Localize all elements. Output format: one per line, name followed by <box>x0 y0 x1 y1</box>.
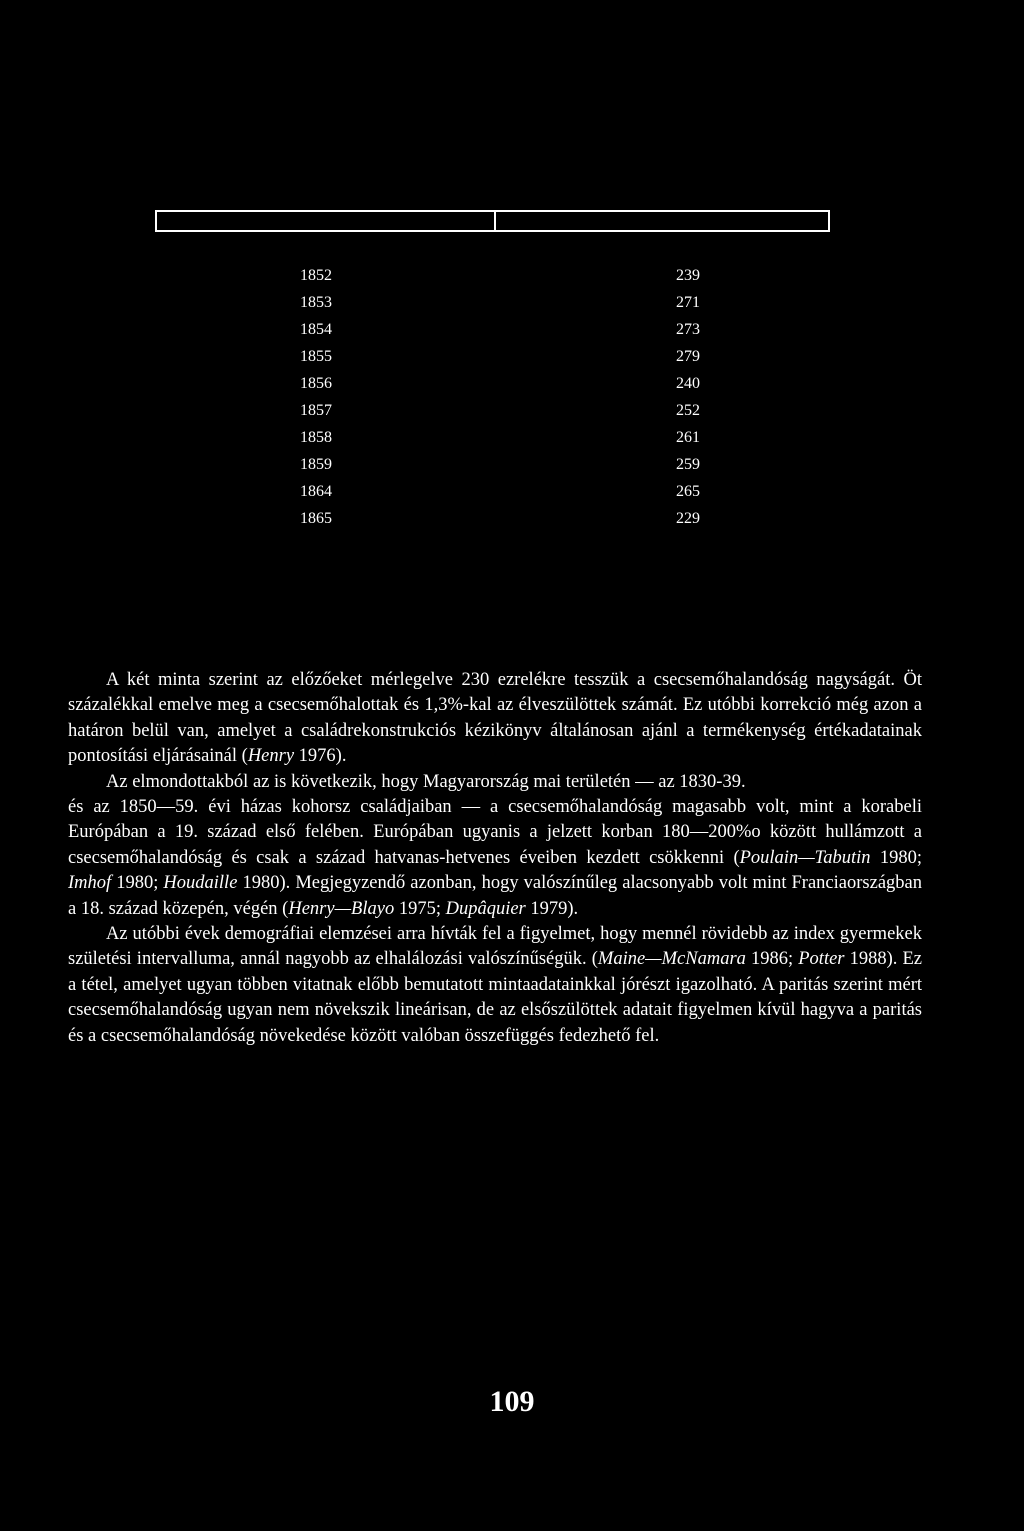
value-cell: 240 <box>676 375 700 392</box>
table-row <box>300 478 700 505</box>
year-cell: 1858 <box>300 429 332 446</box>
year-cell: 1857 <box>300 402 332 419</box>
citation-author: Houdaille <box>163 873 238 894</box>
year-cell: 1852 <box>300 267 332 284</box>
citation-author: Imhof <box>68 873 112 894</box>
paragraph-3 <box>68 795 922 922</box>
year-cell: 1864 <box>300 483 332 500</box>
citation-author: Poulain—Tabutin <box>739 847 871 868</box>
table-row <box>300 343 700 370</box>
value-cell: 271 <box>676 294 700 311</box>
paragraph-1 <box>68 668 922 770</box>
table-row <box>300 316 700 343</box>
text-run: 1980). Megjegyzendő azonban, hogy valószínűleg alacsonyabb volt mint Franciaországban a 18. század közepén, végén ( <box>68 873 922 919</box>
citation-author: Henry—Blayo <box>288 898 395 919</box>
table-row <box>300 289 700 316</box>
table-header-cell-value <box>496 212 828 230</box>
text-run: 1979). <box>525 898 579 919</box>
text-run: A két minta szerint az előzőeket mérlegelve 230 ezrelékre tesszük a csecsemőhalandóság nagyságát. Öt százalékkal emelve meg a csecsemőhalottak és 1,3%-kal az élveszülöttek számát. Ez utóbbi korrekció még azon a határon belül van, amelyet a családrekonstrukciós kézikönyv általánosan ajánl a termékenység értékadatainak pontosítási eljárásainál ( <box>68 670 922 767</box>
text-run: Az elmondottakból az is következik, hogy Magyarország mai területén — az 1830-39. <box>106 771 746 792</box>
text-run: 1976). <box>294 746 347 767</box>
year-cell: 1865 <box>300 510 332 527</box>
citation-author: Henry <box>247 746 295 767</box>
value-cell: 239 <box>676 267 700 284</box>
text-run: 1986; <box>745 949 799 970</box>
value-cell: 279 <box>676 348 700 365</box>
text-run: Az utóbbi évek demográfiai elemzései arra hívták fel a figyelmet, hogy mennél rövidebb az index gyermekek születési intervalluma, annál nagyobb az elhalálozási valószínűségük. ( <box>68 924 922 970</box>
value-cell: 265 <box>676 483 700 500</box>
table-row <box>300 451 700 478</box>
citation-author: Maine—McNamara <box>597 949 746 970</box>
text-run: 1980; <box>111 873 164 894</box>
table-row <box>300 262 700 289</box>
citation-author: Potter <box>798 949 845 970</box>
body-text <box>68 668 922 1049</box>
text-run: 1975; <box>394 898 446 919</box>
data-table <box>300 262 700 532</box>
paragraph-2 <box>68 770 922 795</box>
year-cell: 1855 <box>300 348 332 365</box>
table-row <box>300 424 700 451</box>
paragraph-4 <box>68 922 922 1049</box>
year-cell: 1859 <box>300 456 332 473</box>
table-row <box>300 370 700 397</box>
table-header-cell-year <box>157 212 496 230</box>
text-run: 1980; <box>870 847 922 868</box>
text-run: 1988). Ez a tétel, amelyet ugyan többen vitatnak előbb bemutatott mintaadatainkkal jórészt igazolható. A paritás szerint mért csecsemőhalandóság ugyan nem növekszik lineárisan, de az elsőszülöttek adatait figyelmen kívül hagyva a paritás és a csecsemőhalandóság növekedése között valóban összefüggés fedezhető fel. <box>68 949 923 1046</box>
citation-author: Dupâquier <box>445 898 526 919</box>
year-cell: 1856 <box>300 375 332 392</box>
table-row <box>300 505 700 532</box>
page-number: 109 <box>489 1385 535 1418</box>
table-row <box>300 397 700 424</box>
year-cell: 1853 <box>300 294 332 311</box>
year-cell: 1854 <box>300 321 332 338</box>
value-cell: 252 <box>676 402 700 419</box>
value-cell: 229 <box>676 510 700 527</box>
value-cell: 259 <box>676 456 700 473</box>
value-cell: 261 <box>676 429 700 446</box>
table-header <box>155 210 830 232</box>
text-run: és az 1850—59. évi házas kohorsz családjaiban — a csecsemőhalandóság magasabb volt, mint a korabeli Európában a 19. század első felében. Európában ugyanis a jelzett korban 180—200%o között hullámzott a csecsemőhalandóság és csak a század hatvanas-hetvenes éveiben kezdett csökkenni ( <box>68 797 922 868</box>
value-cell: 273 <box>676 321 700 338</box>
